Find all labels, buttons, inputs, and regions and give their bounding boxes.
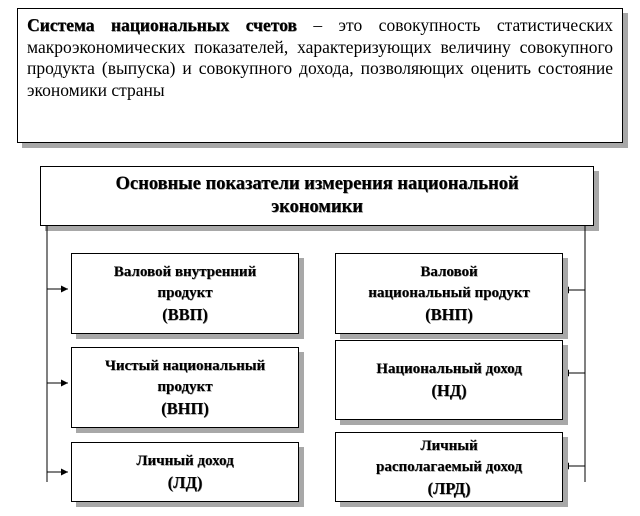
indicator-disposable-income-box: [335, 432, 563, 502]
indicator-gdp-box: [71, 253, 299, 334]
indicator-personal-income-abbr: (ЛД): [167, 473, 203, 492]
definition-text: – это совокупность статистических макроэкономических показателей, характеризующих величину совокупного продукта (выпуска) и совокупного дохода, позволяющих оценить состояние экономики страны: [27, 15, 613, 100]
main-indicators-title: Основные показатели измерения национальной экономики: [115, 174, 519, 217]
indicator-gdp-line1: Валовой внутренний: [113, 264, 257, 280]
indicator-nnp-line1: Чистый национальный: [104, 358, 266, 374]
indicator-disposable-income-line1: Личный: [420, 437, 478, 454]
indicator-national-income-box: [335, 340, 563, 420]
indicator-nnp-line2: продукт: [157, 379, 213, 395]
indicator-national-income-abbr: (НД): [431, 381, 467, 400]
indicator-disposable-income-line2: располагаемый доход: [376, 458, 522, 475]
definition-term: Система национальных счетов: [27, 15, 297, 35]
indicator-gnp-box: [335, 253, 563, 334]
indicator-gnp-line1: Валовой: [420, 264, 478, 280]
indicator-gdp-abbr: (ВВП): [162, 305, 208, 324]
indicator-nnp-box: [71, 347, 299, 428]
indicator-personal-income-line1: Личный доход: [136, 453, 234, 469]
indicator-gdp-line2: продукт: [157, 285, 213, 301]
indicator-disposable-income-abbr: (ЛРД): [427, 478, 471, 498]
indicator-gnp-line2: национальный продукт: [368, 285, 530, 301]
indicator-nnp-abbr: (ВНП): [161, 399, 209, 418]
indicator-national-income-line1: Национальный доход: [376, 361, 522, 377]
indicator-gnp-abbr: (ВНП): [425, 305, 473, 324]
indicator-personal-income-box: [71, 442, 299, 502]
